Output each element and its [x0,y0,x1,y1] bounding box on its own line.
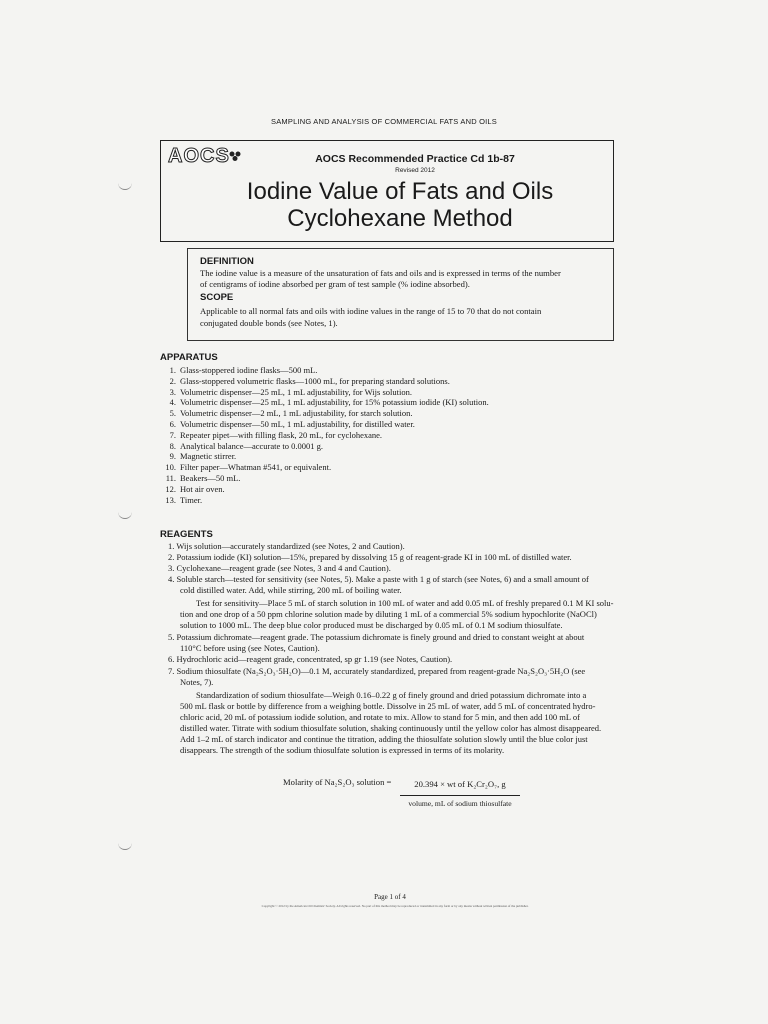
apparatus-item-text: Timer. [180,494,203,505]
reagent-line: disappears. The strength of the sodium thiosulfate solution is expressed in terms of its molarity. [180,745,505,755]
definition-text-2: of centigrams of iodine absorbed per gram of test sample (% iodine absorbed). [200,279,470,289]
apparatus-item-number: 11. [165,473,176,483]
apparatus-item-text: Volumetric dispenser—25 mL, 1 mL adjustability, for Wijs solution. [180,386,412,397]
apparatus-item-text: Hot air oven. [180,483,225,494]
reagent-line: 4. Soluble starch—tested for sensitivity (see Notes, 5). Make a paste with 1 g of starch (see Notes, 6) and a small amount of [168,574,589,584]
reagent-line: 500 mL flask or bottle by difference from a weighing bottle. Dissolve in 25 mL of water, add 5 mL of concentrated hydro- [180,701,596,711]
reagent-line: chloric acid, 20 mL of potassium iodide solution, and rotate to mix. Allow to stand for 5 min, and then add 100 mL of [180,712,580,722]
apparatus-item [160,430,382,441]
reagent-line: 2. Potassium iodide (KI) solution—15%, prepared by dissolving 15 g of reagent-grade KI in 100 mL of distilled water. [168,552,572,562]
reagent-line: Notes, 7). [180,677,214,687]
apparatus-item-number: 6. [169,419,176,429]
apparatus-item-number: 10. [165,462,176,473]
apparatus-item [160,365,317,376]
molarity-formula-label: Molarity of Na₂S₂O₃ solution = [283,777,392,787]
apparatus-item-text: Volumetric dispenser—50 mL, 1 mL adjustability, for distilled water. [180,419,415,429]
apparatus-item-number: 9. [169,451,176,462]
practice-number: AOCS Recommended Practice Cd 1b-87 [315,153,515,165]
apparatus-item [160,484,225,495]
revised-date: Revised 2012 [395,167,435,174]
binder-mark [118,183,132,190]
apparatus-item [160,387,412,398]
reagent-line: Test for sensitivity—Place 5 mL of starch solution in 100 mL of water and add 0.05 mL of freshly prepared 0.1 M KI solu- [196,598,614,608]
page-number: Page 1 of 4 [374,893,406,901]
copyright-notice: Copyright © 2012 by the American Oil Chemists' Society. All rights reserved. No part of this method may be reproduced or transmitted in any form or by any means without written permission of the publisher. [261,904,529,908]
apparatus-item-number: 2. [169,375,176,386]
aocs-logo: AOCS [168,145,230,167]
apparatus-item-number: 1. [169,365,176,375]
apparatus-item-number: 12. [165,483,176,494]
apparatus-item [160,376,450,387]
document-title-line2: Cyclohexane Method [287,205,513,232]
apparatus-item-number: 4. [169,397,176,408]
reagent-line: 110°C before using (see Notes, Caution). [180,643,320,653]
reagent-line: Add 1–2 mL of starch indicator and continue the titration, adding the thiosulfate solution slowly until the blue color just [180,734,588,744]
reagent-line: solution to 1000 mL. The deep blue color produced must be discharged by 0.05 mL of 0.1 M sodium thiosulfate. [180,620,563,630]
reagent-line: 6. Hydrochloric acid—reagent grade, concentrated, sp gr 1.19 (see Notes, Caution). [168,654,453,664]
apparatus-item [160,441,323,452]
apparatus-item-text: Glass-stoppered iodine flasks—500 mL. [180,365,318,375]
apparatus-item [160,397,489,408]
scope-text-1: Applicable to all normal fats and oils with iodine values in the range of 15 to 70 that do not contain [200,306,542,316]
binder-mark [118,512,132,519]
reagent-line: 3. Cyclohexane—reagent grade (see Notes, 3 and 4 and Caution). [168,563,391,573]
molarity-formula-numerator: 20.394 × wt of K₂Cr₂O₇, g [414,779,506,789]
reagents-heading: REAGENTS [160,529,213,540]
reagent-line: tion and one drop of a 50 ppm chlorine solution made by diluting 1 mL of a commercial 5% sodium hypochlorite (NaOCl) [180,609,597,619]
apparatus-item [160,462,331,473]
definition-text-1: The iodine value is a measure of the unsaturation of fats and oils and is expressed in terms of the number [200,268,561,278]
apparatus-item-text: Volumetric dispenser—2 mL, 1 mL adjustability, for starch solution. [180,408,413,419]
apparatus-item-text: Magnetic stirrer. [180,451,237,462]
reagent-line: 5. Potassium dichromate—reagent grade. The potassium dichromate is finely ground and dried to constant weight at about [168,632,585,642]
binder-mark [118,843,132,850]
document-title-line1: Iodine Value of Fats and Oils [246,178,554,205]
reagent-line: Standardization of sodium thiosulfate—Weigh 0.16–0.22 g of finely ground and dried potassium dichromate into a [196,690,587,700]
molarity-formula-denominator: volume, mL of sodium thiosulfate [408,799,512,808]
apparatus-item-number: 8. [169,440,176,451]
reagent-line: cold distilled water. Add, while stirring, 200 mL of boiling water. [180,585,402,595]
scope-heading: SCOPE [200,292,234,303]
apparatus-item-number: 7. [169,429,176,440]
apparatus-item-text: Volumetric dispenser—25 mL, 1 mL adjustability, for 15% potassium iodide (KI) solution. [180,397,489,408]
apparatus-item-text: Beakers—50 mL. [180,473,241,483]
apparatus-item [160,419,415,430]
running-head: SAMPLING AND ANALYSIS OF COMMERCIAL FATS AND OILS [271,117,497,126]
definition-heading: DEFINITION [200,256,254,267]
apparatus-item-number: 3. [169,386,176,397]
apparatus-item-text: Analytical balance—accurate to 0.0001 g. [180,440,324,451]
apparatus-item-text: Glass-stoppered volumetric flasks—1000 mL, for preparing standard solutions. [180,375,450,386]
apparatus-item-text: Filter paper—Whatman #541, or equivalent. [180,462,332,473]
apparatus-item-number: 13. [165,494,176,505]
apparatus-item [160,495,202,506]
apparatus-item [160,473,240,484]
apparatus-item-number: 5. [169,408,176,419]
apparatus-item [160,451,236,462]
aocs-emblem-icon [228,151,242,161]
reagent-line: 7. Sodium thiosulfate (Na₂S₂O₃·5H₂O)—0.1 M, accurately standardized, prepared from reagent-grade Na₂S₂O₃·5H₂O (see [168,666,586,676]
apparatus-item [160,408,412,419]
apparatus-item-text: Repeater pipet—with filling flask, 20 mL, for cyclohexane. [180,429,383,440]
fraction-bar [400,795,520,796]
apparatus-heading: APPARATUS [160,352,218,363]
reagent-line: 1. Wijs solution—accurately standardized (see Notes, 2 and Caution). [168,541,405,551]
scope-text-2: conjugated double bonds (see Notes, 1). [200,318,338,328]
reagent-line: distilled water. Titrate with sodium thiosulfate solution, shaking continuously until the yellow color has almost disappeared. [180,723,602,733]
